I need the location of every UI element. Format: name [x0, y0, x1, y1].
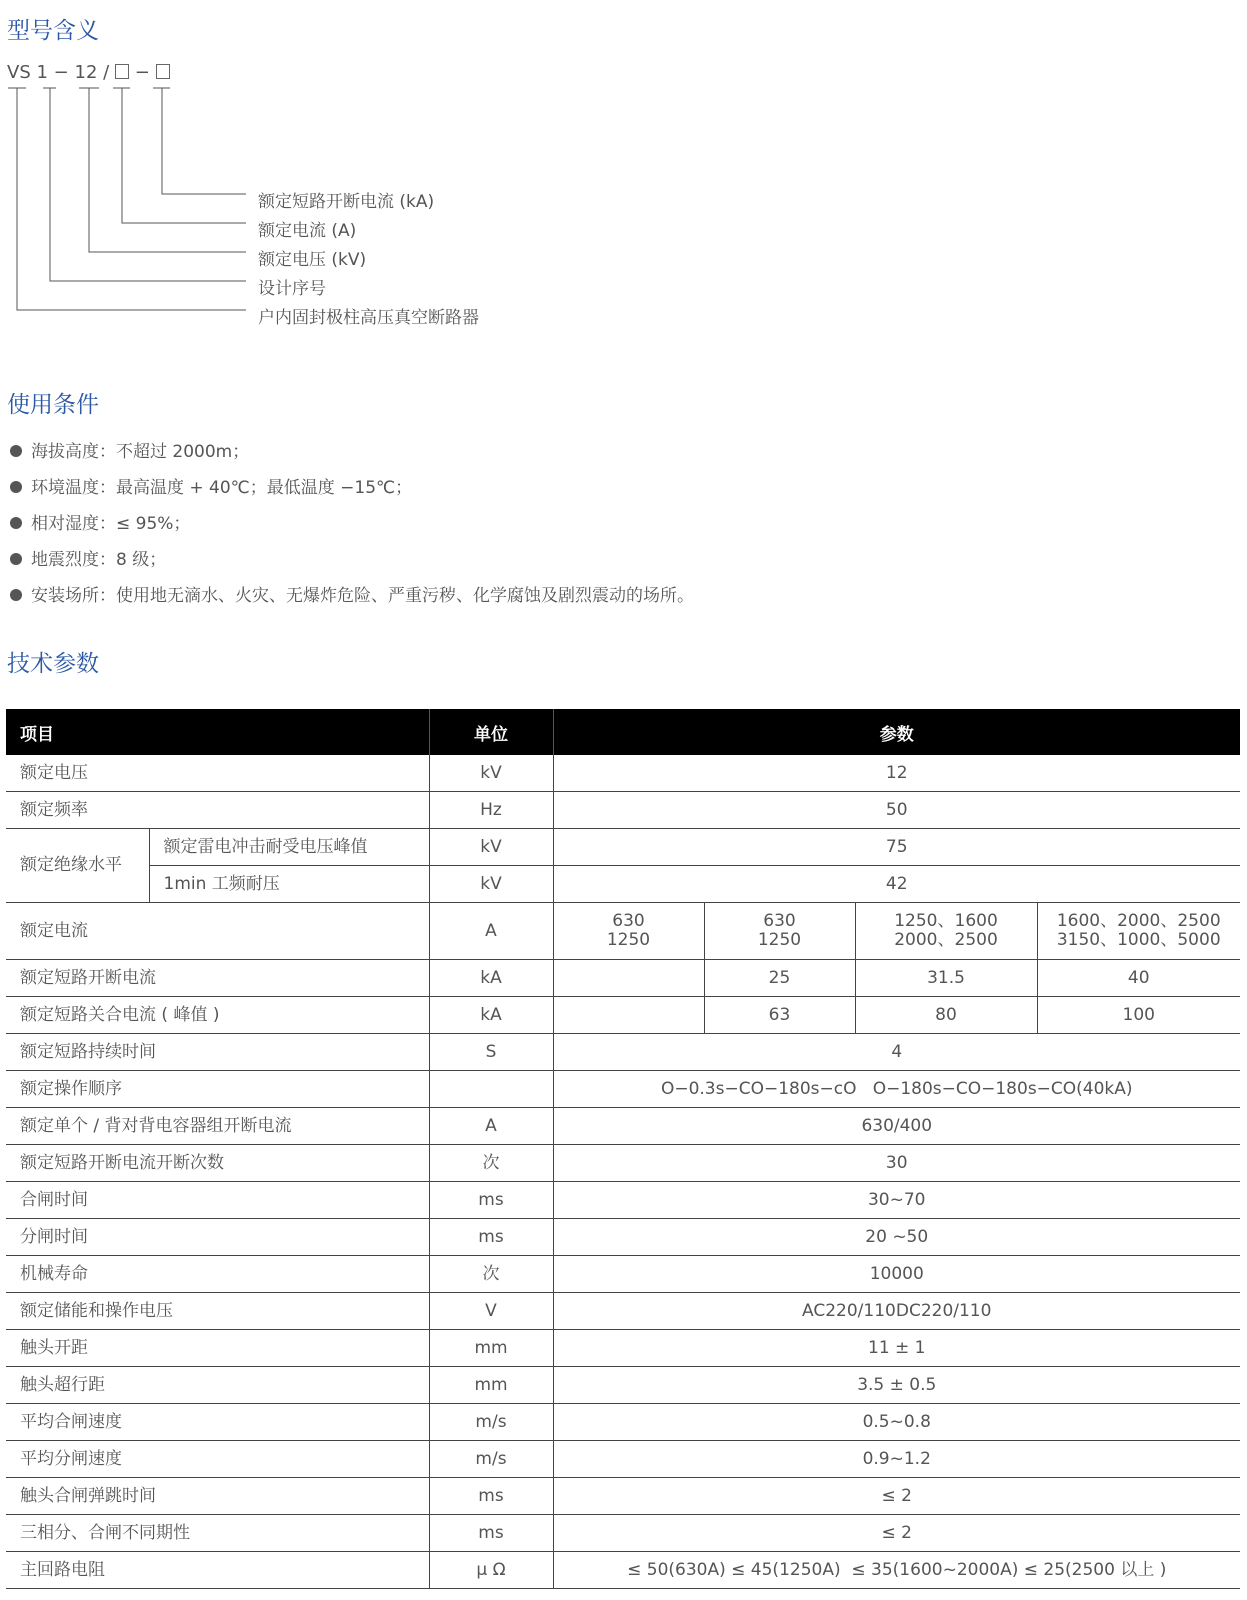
row-value	[704, 903, 855, 960]
table-row	[6, 903, 1240, 960]
value-line: 1250、1600	[894, 911, 998, 931]
label-product-type: 户内固封极柱高压真空断路器	[258, 308, 479, 328]
row-value: 100	[1037, 997, 1240, 1034]
row-unit: ms	[429, 1478, 553, 1515]
table-row	[6, 1182, 1240, 1219]
table-row	[6, 792, 1240, 829]
row-subname: 1min 工频耐压	[149, 866, 429, 903]
tech-params-table	[6, 709, 1240, 1589]
row-value: AC220/110DC220/110	[553, 1293, 1240, 1330]
row-unit: mm	[429, 1367, 553, 1404]
code-series: VS	[7, 62, 31, 83]
current-placeholder-box	[115, 64, 129, 79]
row-value	[855, 903, 1037, 960]
table-row	[6, 1404, 1240, 1441]
condition-text: 海拔高度：不超过 2000m；	[31, 442, 250, 462]
row-subname: 额定雷电冲击耐受电压峰值	[149, 829, 429, 866]
row-name: 触头开距	[6, 1330, 429, 1367]
condition-item	[10, 473, 412, 498]
bullet-icon	[10, 589, 22, 601]
table-row	[6, 1145, 1240, 1182]
value-line: 1250	[606, 930, 651, 950]
code-voltage: 12	[74, 62, 98, 83]
model-code	[7, 62, 170, 83]
row-value: 75	[553, 829, 1240, 866]
row-value: 0.5~0.8	[553, 1404, 1240, 1441]
row-value: 12	[553, 755, 1240, 792]
condition-text: 地震烈度：8 级；	[31, 550, 167, 570]
tech-heading: 技术参数	[7, 651, 99, 677]
row-unit: kV	[429, 829, 553, 866]
row-value: 10000	[553, 1256, 1240, 1293]
table-row	[6, 1478, 1240, 1515]
condition-item	[10, 509, 190, 534]
bullet-icon	[10, 481, 22, 493]
value-line: 1600、2000、2500	[1056, 911, 1221, 931]
row-unit: kA	[429, 997, 553, 1034]
condition-text: 相对湿度：≤ 95%；	[31, 514, 191, 534]
row-name: 额定短路开断电流	[6, 960, 429, 997]
row-name: 额定短路关合电流 ( 峰值 )	[6, 997, 429, 1034]
label-rated-voltage: 额定电压 (kV)	[258, 250, 367, 270]
row-unit: kV	[429, 755, 553, 792]
table-header-row	[6, 709, 1240, 755]
row-unit: A	[429, 903, 553, 960]
row-unit: m/s	[429, 1404, 553, 1441]
row-name: 触头超行距	[6, 1367, 429, 1404]
table-row	[6, 1441, 1240, 1478]
row-name: 额定单个 / 背对背电容器组开断电流	[6, 1108, 429, 1145]
row-value: 30	[553, 1145, 1240, 1182]
table-row	[6, 866, 1240, 903]
row-unit: m/s	[429, 1441, 553, 1478]
table-row	[6, 1071, 1240, 1108]
row-name: 平均合闸速度	[6, 1404, 429, 1441]
conditions-heading: 使用条件	[7, 392, 99, 418]
table-row	[6, 1219, 1240, 1256]
row-name: 额定电流	[6, 903, 429, 960]
breaking-placeholder-box	[156, 64, 170, 79]
model-diagram-lines	[0, 0, 1247, 340]
label-design-number: 设计序号	[258, 279, 326, 299]
label-rated-current: 额定电流 (A)	[258, 221, 357, 241]
row-value: ≤ 2	[553, 1478, 1240, 1515]
row-value: 0.9~1.2	[553, 1441, 1240, 1478]
row-name: 额定电压	[6, 755, 429, 792]
header-item: 项目	[6, 709, 429, 755]
table-row	[6, 1367, 1240, 1404]
row-value: O−0.3s−CO−180s−cO O−180s−CO−180s−CO(40kA)	[553, 1071, 1240, 1108]
row-name: 分闸时间	[6, 1219, 429, 1256]
label-breaking-current: 额定短路开断电流 (kA)	[258, 192, 435, 212]
row-value	[1037, 903, 1240, 960]
row-unit: kV	[429, 866, 553, 903]
row-value: 42	[553, 866, 1240, 903]
row-unit: 次	[429, 1145, 553, 1182]
row-name: 主回路电阻	[6, 1552, 429, 1589]
row-value: 63	[704, 997, 855, 1034]
row-unit: ms	[429, 1515, 553, 1552]
code-slash: /	[103, 62, 110, 83]
row-value: 20 ~50	[553, 1219, 1240, 1256]
table-row	[6, 1108, 1240, 1145]
header-unit: 单位	[429, 709, 553, 755]
table-row	[6, 1256, 1240, 1293]
row-unit: ms	[429, 1182, 553, 1219]
row-value: 30~70	[553, 1182, 1240, 1219]
row-unit: A	[429, 1108, 553, 1145]
condition-text: 安装场所：使用地无滴水、火灾、无爆炸危险、严重污秽、化学腐蚀及剧烈震动的场所。	[31, 586, 694, 606]
row-value: 4	[553, 1034, 1240, 1071]
row-value: ≤ 50(630A) ≤ 45(1250A) ≤ 35(1600~2000A) ≤ 25(2500 以上 )	[553, 1552, 1240, 1589]
row-value: 80	[855, 997, 1037, 1034]
table-row	[6, 997, 1240, 1034]
code-dash: −	[134, 62, 150, 83]
table-row	[6, 1330, 1240, 1367]
row-name: 额定储能和操作电压	[6, 1293, 429, 1330]
bullet-icon	[10, 517, 22, 529]
row-name: 额定频率	[6, 792, 429, 829]
row-value: 50	[553, 792, 1240, 829]
row-name: 额定短路持续时间	[6, 1034, 429, 1071]
row-unit: Hz	[429, 792, 553, 829]
row-unit: mm	[429, 1330, 553, 1367]
value-line: 630	[612, 911, 645, 931]
row-unit: kA	[429, 960, 553, 997]
row-value	[553, 903, 704, 960]
bullet-icon	[10, 553, 22, 565]
bullet-icon	[10, 445, 22, 457]
row-name: 平均分闸速度	[6, 1441, 429, 1478]
row-value: 25	[704, 960, 855, 997]
condition-item	[10, 545, 166, 570]
value-line: 3150、1000、5000	[1056, 930, 1221, 950]
table-row	[6, 755, 1240, 792]
row-unit: V	[429, 1293, 553, 1330]
row-unit: S	[429, 1034, 553, 1071]
row-unit: 次	[429, 1256, 553, 1293]
row-unit: μ Ω	[429, 1552, 553, 1589]
row-name: 触头合闸弹跳时间	[6, 1478, 429, 1515]
row-unit	[429, 1071, 553, 1108]
row-name: 三相分、合闸不同期性	[6, 1515, 429, 1552]
row-name: 额定短路开断电流开断次数	[6, 1145, 429, 1182]
row-value	[553, 960, 704, 997]
table-row	[6, 1034, 1240, 1071]
model-heading: 型号含义	[7, 18, 99, 44]
row-value	[553, 997, 704, 1034]
value-line: 630	[763, 911, 796, 931]
row-value: 630/400	[553, 1108, 1240, 1145]
row-value: 40	[1037, 960, 1240, 997]
row-value: 3.5 ± 0.5	[553, 1367, 1240, 1404]
table-row	[6, 1552, 1240, 1589]
table-row	[6, 960, 1240, 997]
condition-item	[10, 437, 249, 462]
row-name: 合闸时间	[6, 1182, 429, 1219]
code-dash: −	[53, 62, 69, 83]
row-value: ≤ 2	[553, 1515, 1240, 1552]
value-line: 1250	[757, 930, 802, 950]
row-name: 额定绝缘水平	[6, 829, 149, 903]
row-name: 机械寿命	[6, 1256, 429, 1293]
condition-text: 环境温度：最高温度 + 40℃；最低温度 −15℃；	[31, 478, 413, 498]
condition-item	[10, 581, 694, 606]
value-line: 2000、2500	[894, 930, 998, 950]
row-value: 11 ± 1	[553, 1330, 1240, 1367]
header-param: 参数	[553, 709, 1240, 755]
row-unit: ms	[429, 1219, 553, 1256]
table-row	[6, 1293, 1240, 1330]
table-row	[6, 829, 1240, 866]
code-design: 1	[36, 62, 48, 83]
table-row	[6, 1515, 1240, 1552]
row-name: 额定操作顺序	[6, 1071, 429, 1108]
row-value: 31.5	[855, 960, 1037, 997]
